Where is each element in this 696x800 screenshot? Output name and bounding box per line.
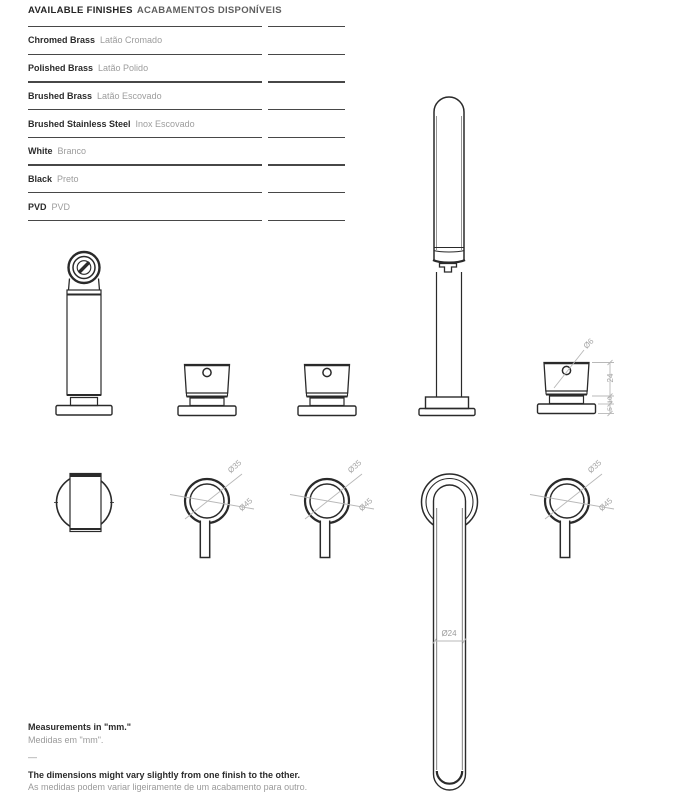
dimension-label-base-height: 5: [607, 407, 614, 411]
note-separator: —: [28, 752, 37, 762]
dimension-label-screw-diameter: Ø6: [581, 336, 596, 351]
finish-name-en: Polished Brass: [28, 63, 94, 74]
handle-side-view-left: [178, 365, 236, 416]
handle-side-view-middle: [298, 365, 356, 416]
note-measurements-pt: Medidas em "mm".: [28, 734, 104, 745]
dimension-label-outer-diameter: Ø45: [357, 496, 375, 514]
finish-name-en: White: [28, 146, 53, 157]
finish-name-en: Brushed Stainless Steel: [28, 118, 131, 129]
dimension-label-inner-diameter: Ø35: [586, 458, 604, 476]
finishes-title-pt: ACABAMENTOS DISPONÍVEIS: [136, 5, 282, 16]
dimension-label-inner-diameter: Ø35: [346, 458, 364, 476]
finish-name-pt: Preto: [57, 173, 79, 184]
spray-side-view: [56, 252, 112, 415]
dimension-label-inner-diameter: Ø35: [226, 458, 244, 476]
note-variation-pt: As medidas podem variar ligeiramente de um acabamento para outro.: [28, 782, 308, 792]
spray-top-view: [54, 474, 114, 532]
handle-top-view-right: [530, 474, 614, 558]
finishes-title-en: AVAILABLE FINISHES: [28, 5, 133, 16]
finish-name-pt: Inox Escovado: [135, 118, 195, 129]
finish-name-pt: Branco: [57, 146, 87, 157]
finish-name-pt: Latão Escovado: [97, 90, 162, 101]
dimension-label-outer-diameter: Ø45: [237, 496, 255, 514]
spout-side-view: [419, 97, 475, 416]
dimension-label-outer-diameter: Ø45: [597, 496, 615, 514]
handle-side-view-right: [538, 363, 596, 414]
dimension-label-collar-height: 10: [607, 396, 614, 404]
finish-name-en: Chromed Brass: [28, 35, 96, 46]
finish-name-pt: Latão Cromado: [100, 35, 163, 46]
handle-top-view-middle: [290, 474, 374, 558]
dimension-label-spout-diameter: Ø24: [441, 629, 457, 638]
finish-name-pt: Latão Polido: [98, 63, 149, 74]
note-variation-en: The dimensions might vary slightly from one finish to the other.: [28, 769, 301, 780]
note-measurements-en: Measurements in "mm.": [28, 722, 132, 732]
finish-name-en: Brushed Brass: [28, 90, 93, 101]
finish-name-pt: PVD: [51, 201, 71, 212]
handle-top-view-left: [170, 474, 254, 558]
finish-name-en: Black: [28, 173, 53, 184]
notes-section: [28, 721, 448, 794]
dimension-label-handle-height: 24: [606, 373, 615, 383]
finish-name-en: PVD: [28, 201, 47, 212]
